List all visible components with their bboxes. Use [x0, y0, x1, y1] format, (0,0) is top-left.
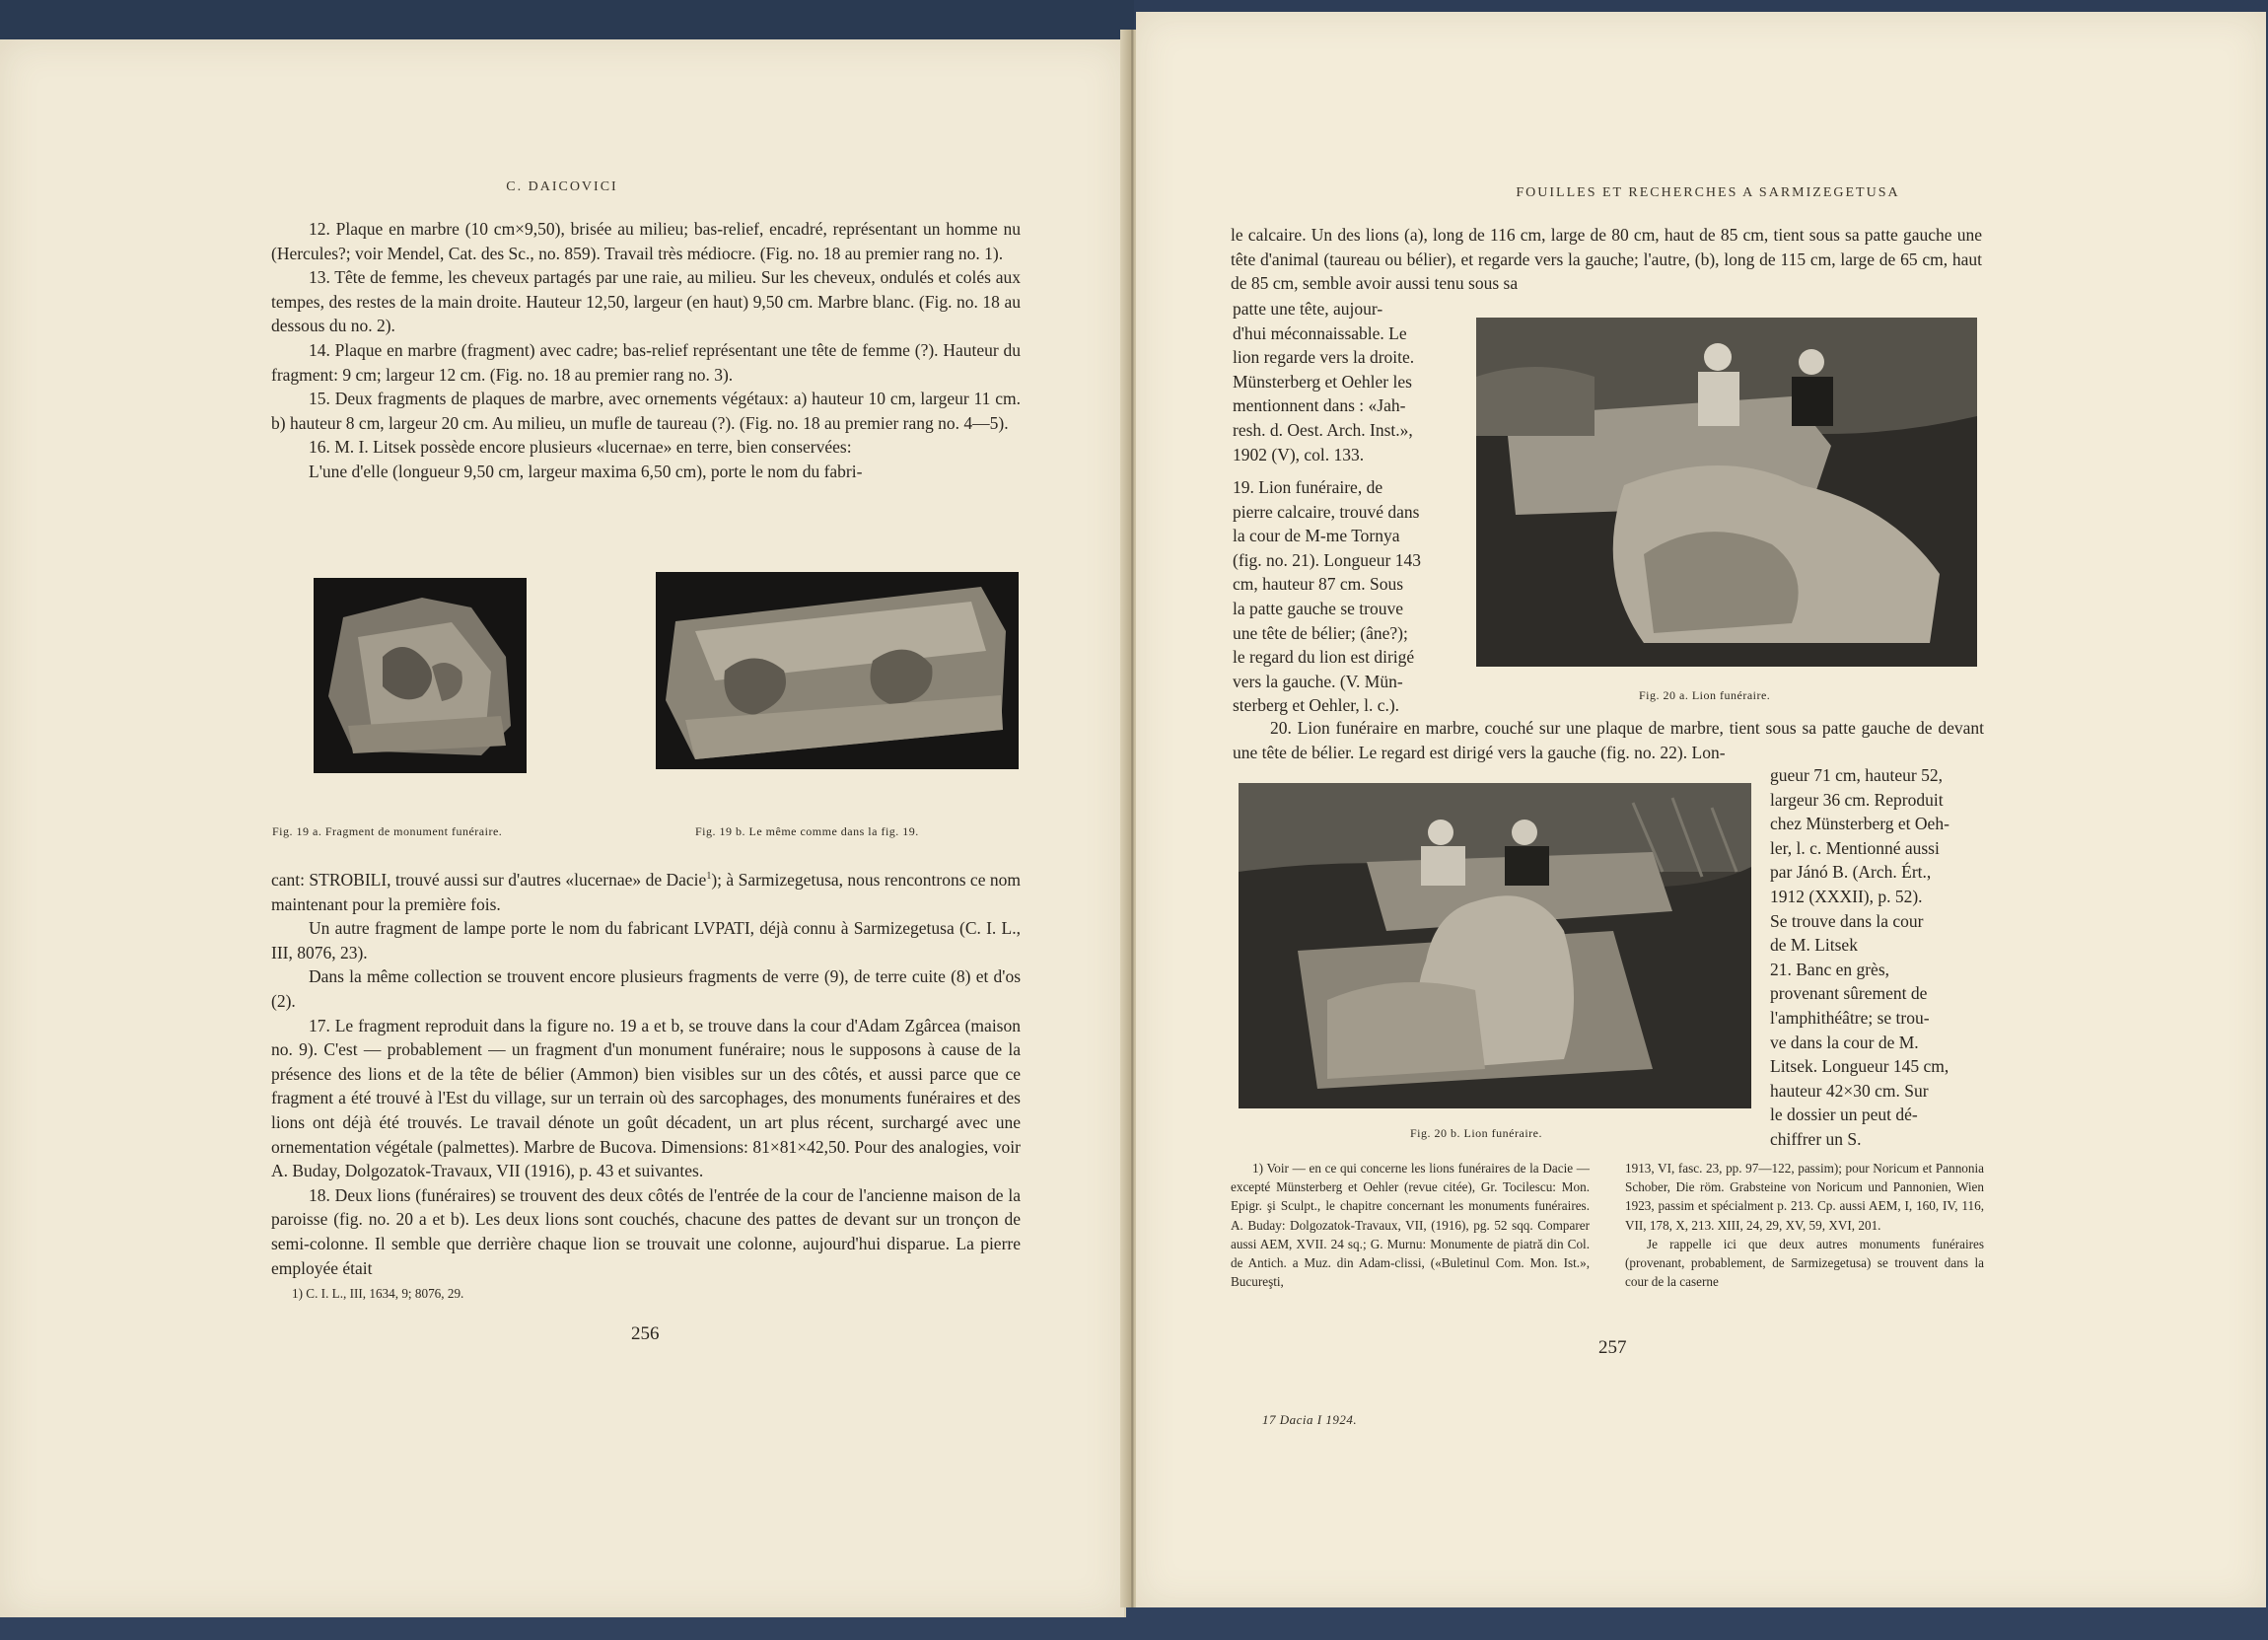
right-page	[1136, 12, 2266, 1607]
paragraph-strobili-text: cant: STROBILI, trouvé aussi sur d'autres «lucernae» de Dacie	[271, 870, 707, 890]
right-col-left-line-6: 1902 (V), col. 133.	[1233, 444, 1365, 464]
paragraph-19-line-6: une tête de bélier; (âne?);	[1233, 622, 1408, 643]
paragraph-19-line-4: cm, hauteur 87 cm. Sous	[1233, 574, 1404, 595]
right-col-right-line-15: chiffrer un S.	[1770, 1128, 1862, 1149]
paragraph-19-line-0: 19. Lion funéraire, de	[1233, 477, 1383, 497]
sheet-signature: 17 Dacia I 1924.	[1262, 1412, 1358, 1427]
right-col-right-line-1: largeur 36 cm. Reproduit	[1770, 789, 1944, 810]
left-text-block-bottom	[271, 868, 1021, 1280]
paragraph-strobili-rest: ); à Sarmizegetusa, nous rencontrons ce nom maintenant pour la première fois.	[271, 870, 1021, 914]
paragraph-19-line-2: la cour de M-me Tornya	[1233, 526, 1400, 546]
paragraph-19-line-3: (fig. no. 21). Longueur 143	[1233, 549, 1422, 570]
footnote-right-page-left-column	[1231, 1159, 1590, 1291]
left-paragraph-4: 16. M. I. Litsek possède encore plusieurs «lucernae» en terre, bien conservées:	[309, 437, 852, 458]
right-col-left-line-0: patte une tête, aujour-	[1233, 299, 1383, 319]
paragraph-19-line-5: la patte gauche se trouve	[1233, 598, 1403, 618]
left-paragraph-3: 15. Deux fragments de plaques de marbre, avec ornements végétaux: a) hauteur 10 cm, largeur 11 cm. b) hauteur 8 cm, largeur 20 cm. Au milieu, un mufle de taureau (?). (Fig. no. 18 au premier rang no. 4—5).	[271, 389, 1021, 433]
paragraph-18: 18. Deux lions (funéraires) se trouvent des deux côtés de l'entrée de la cour de l'ancienne maison de la paroisse (fig. no. 20 a et b). Les deux lions sont couchés, chacune des pattes de devant sur un tronçon de semi-colonne. Il semble que derrière chaque lion se trouvait une colonne, aujourd'hui disparue. La pierre employée était	[271, 1184, 1021, 1278]
caption-fig-19b: Fig. 19 b. Le même comme dans la fig. 19.	[695, 824, 919, 838]
left-page	[0, 39, 1126, 1617]
right-col-right-line-4: par Jánó B. (Arch. Ért.,	[1770, 862, 1932, 883]
right-col-right-line-13: hauteur 42×30 cm. Sur	[1770, 1080, 1929, 1101]
paragraph-19-line-7: le regard du lion est dirigé	[1233, 647, 1415, 668]
caption-fig-19a: Fig. 19 a. Fragment de monument funéraire.	[272, 824, 503, 838]
running-header-right: FOUILLES ET RECHERCHES A SARMIZEGETUSA	[1516, 185, 1900, 200]
right-col-left-line-3: Münsterberg et Oehler les	[1233, 371, 1412, 392]
left-paragraph-0: 12. Plaque en marbre (10 cm×9,50), brisée au milieu; bas-relief, encadré, représentant un homme nu (Hercules?; voir Mendel, Cat. des Sc., no. 859). Travail très médiocre. (Fig. no. 18 au premier rang no. 1).	[271, 219, 1021, 263]
paragraph-lvpati: Un autre fragment de lampe porte le nom du fabricant LVPATI, déjà connu à Sarmizegetusa (C. I. L., III, 8076, 23).	[271, 918, 1021, 963]
right-column-right-text	[1770, 763, 1982, 1152]
right-top-paragraph	[1231, 223, 1982, 296]
paragraph-17: 17. Le fragment reproduit dans la figure no. 19 a et b, se trouve dans la cour d'Adam Zgârcea (maison no. 9). C'est — probablement — un fragment d'un monument funéraire; nous le supposons à cause de la présence des lions et de la tête de bélier (Ammon) bien visibles sur un des côtés, et aussi parce que ce fragment a été trouvé à l'Est du village, sur un terrain où des sarcophages, des monuments funéraires et des lions ont déjà été trouvés. Le travail dénote un goût décadent, un art plus récent, surchargé avec une ornementation végétale (palmettes). Marbre de Bucova. Dimensions: 81×81×42,50. Pour des analogies, voir A. Buday, Dolgozatok-Travaux, VII (1916), p. 43 et suivantes.	[271, 1015, 1021, 1181]
right-column-left-text	[1233, 297, 1454, 466]
footnote-right-page-right-column	[1625, 1159, 1984, 1291]
paragraph-19-line-9: sterberg et Oehler, l. c.).	[1233, 695, 1400, 716]
right-col-left-line-5: resh. d. Oest. Arch. Inst.»,	[1233, 419, 1413, 440]
right-col-right-line-10: l'amphithéâtre; se trou-	[1770, 1007, 1930, 1028]
paragraph-19-line-1: pierre calcaire, trouvé dans	[1233, 501, 1420, 522]
right-col-left-line-2: lion regarde vers la droite.	[1233, 347, 1415, 368]
paragraph-20: 20. Lion funéraire en marbre, couché sur une plaque de marbre, tient sous sa patte gauche de devant une tête de bélier. Le regard est dirigé vers la gauche (fig. no. 22). Lon-	[1233, 718, 1984, 762]
right-paragraph-19	[1233, 475, 1454, 718]
right-col-right-line-3: ler, l. c. Mentionné aussi	[1770, 837, 1940, 858]
paragraph-strobili	[271, 868, 1021, 916]
footnote-right-right-text: 1913, VI, fasc. 23, pp. 97—122, passim); pour Noricum et Pannonia Schober, Die röm. Grabsteine von Noricum und Pannonien, Wien 1923, passim et spécialment p. 213. Cp. aussi AEM, I, 160, IV, 116, VII, 178, X, 213. XIII, 24, 29, XV, 59, XVI, 201.	[1625, 1161, 1984, 1233]
left-paragraph-5: L'une d'elle (longueur 9,50 cm, largeur maxima 6,50 cm), porte le nom du fabri-	[309, 461, 863, 481]
footnote-right-right-text2: Je rappelle ici que deux autres monuments funéraires (provenant, probablement, de Sarmizegetusa) se trouvent dans la cour de la caserne	[1625, 1236, 1984, 1290]
running-header-left: C. DAICOVICI	[506, 179, 618, 194]
right-col-right-line-2: chez Münsterberg et Oeh-	[1770, 814, 1949, 834]
figure-19b-photo	[656, 572, 1019, 769]
page-number-left: 256	[631, 1323, 660, 1344]
figure-20b-photo	[1239, 783, 1751, 1108]
left-paragraph-2: 14. Plaque en marbre (fragment) avec cadre; bas-relief représentant une tête de femme (?). Hauteur du fragment: 9 cm; largeur 12 cm. (Fig. no. 18 au premier rang no. 3).	[271, 339, 1021, 385]
figure-19a-photo	[314, 578, 527, 773]
left-text-block-top	[271, 217, 1021, 484]
paragraph-calcaire: le calcaire. Un des lions (a), long de 116 cm, large de 80 cm, haut de 85 cm, tient sous sa patte gauche une tête d'animal (taureau ou bélier), et regarde vers la gauche; l'autre, (b), long de 115 cm, large de 65 cm, haut de 85 cm, semble avoir aussi tenu sous sa	[1231, 225, 1982, 294]
footnote-ref: 1	[706, 871, 712, 883]
paragraph-collection: Dans la même collection se trouvent encore plusieurs fragments de verre (9), de terre cuite (8) et d'os (2).	[271, 966, 1021, 1011]
page-number-right: 257	[1598, 1337, 1627, 1358]
right-col-right-line-6: Se trouve dans la cour	[1770, 910, 1924, 931]
right-col-right-line-7: de M. Litsek	[1770, 935, 1858, 956]
right-paragraph-20	[1233, 716, 1984, 764]
right-col-right-line-14: le dossier un peut dé-	[1770, 1105, 1918, 1125]
right-col-right-line-9: provenant sûrement de	[1770, 983, 1928, 1004]
footnote-left-page: 1) C. I. L., III, 1634, 9; 8076, 29.	[292, 1286, 464, 1301]
footnote-right-left-text: 1) Voir — en ce qui concerne les lions funéraires de la Dacie — excepté Münsterberg et Oehler (revue citée), Gr. Tocilescu: Mon. Epigr. şi Sculpt., le chapitre concernant les monuments funéraires. A. Buday: Dolgozatok-Travaux, VII, (1916), pg. 52 sqq. Comparer aussi AEM, XVII. 24 sq.; G. Murnu: Monumente de piatră din Col. de Antich. a Muz. din Adam-clissi, («Buletinul Com. Mon. Ist.», Bucureşti,	[1231, 1161, 1590, 1290]
right-col-right-line-12: Litsek. Longueur 145 cm,	[1770, 1056, 1949, 1077]
right-col-left-line-1: d'hui méconnaissable. Le	[1233, 322, 1407, 343]
right-col-right-line-11: ve dans la cour de M.	[1770, 1032, 1919, 1052]
right-col-right-line-8: 21. Banc en grès,	[1770, 959, 1890, 979]
right-col-left-line-4: mentionnent dans : «Jah-	[1233, 395, 1406, 416]
right-col-right-line-5: 1912 (XXXII), p. 52).	[1770, 886, 1923, 906]
right-col-right-line-0: gueur 71 cm, hauteur 52,	[1770, 765, 1943, 785]
paragraph-19-line-8: vers la gauche. (V. Mün-	[1233, 671, 1403, 691]
figure-20a-photo	[1476, 318, 1977, 667]
left-paragraph-1: 13. Tête de femme, les cheveux partagés par une raie, au milieu. Sur les cheveux, ondulés et colés aux tempes, des restes de la main droite. Hauteur 12,50, largeur (en haut) 9,50 cm. Marbre blanc. (Fig. no. 18 au dessous du no. 2).	[271, 267, 1021, 336]
caption-fig-20b: Fig. 20 b. Lion funéraire.	[1410, 1126, 1542, 1140]
caption-fig-20a: Fig. 20 a. Lion funéraire.	[1639, 688, 1771, 702]
